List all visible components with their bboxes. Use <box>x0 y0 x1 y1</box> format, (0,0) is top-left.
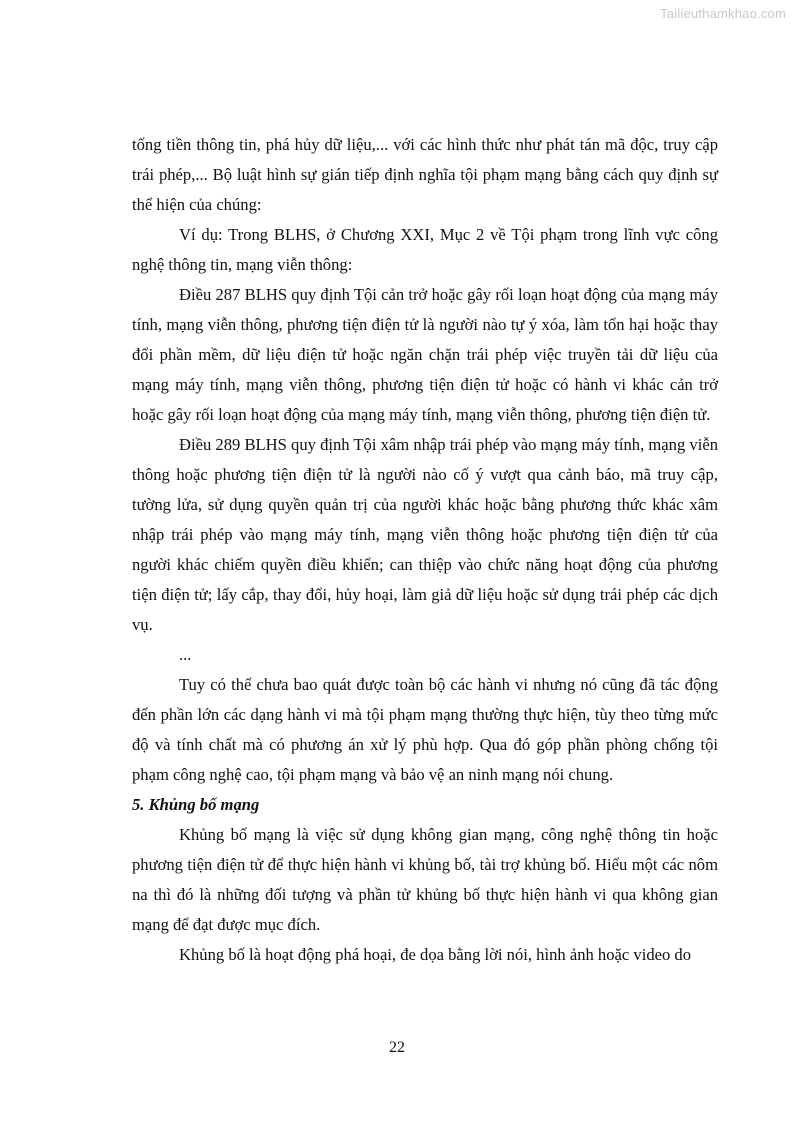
watermark: Tailieuthamkhao.com <box>660 6 786 21</box>
section-heading: 5. Khủng bố mạng <box>132 795 260 814</box>
paragraph-cyberterrorism-definition: Khủng bố mạng là việc sử dụng không gian mạng, công nghệ thông tin hoặc phương tiện điện tử để thực hiện hành vi khủng bố, tài trợ khủng bố. Hiểu một các nôm na thì đó là những đối tượng và phần tử khủng bố thực hiện hành vi qua không gian mạng để đạt được mục đích. <box>132 825 718 934</box>
ellipsis-line: ... <box>179 645 192 664</box>
page-number: 22 <box>389 1039 405 1056</box>
page-body <box>132 130 718 970</box>
paragraph-terrorism: Khủng bố là hoạt động phá hoại, đe dọa bằng lời nói, hình ảnh hoặc video do <box>179 945 692 964</box>
paragraph-summary: Tuy có thể chưa bao quát được toàn bộ các hành vi nhưng nó cũng đã tác động đến phần lớn các dạng hành vi mà tội phạm mạng thường thực hiện, tùy theo từng mức độ và tính chất mà có phương án xử lý phù hợp. Qua đó góp phần phòng chống tội phạm công nghệ cao, tội phạm mạng và bảo vệ an ninh mạng nói chung. <box>132 675 718 784</box>
paragraph-example: Ví dụ: Trong BLHS, ở Chương XXI, Mục 2 về Tội phạm trong lĩnh vực công nghệ thông tin, mạng viễn thông: <box>132 225 718 274</box>
paragraph-article-287: Điều 287 BLHS quy định Tội cản trở hoặc gây rối loạn hoạt động của mạng máy tính, mạng viễn thông, phương tiện điện tử là người nào tự ý xóa, làm tổn hại hoặc thay đổi phần mềm, dữ liệu điện tử hoặc ngăn chặn trái phép việc truyền tải dữ liệu của mạng máy tính, mạng viễn thông, phương tiện điện tử hoặc có hành vi khác cản trở hoặc gây rối loạn hoạt động của mạng máy tính, mạng viễn thông, phương tiện điện tử. <box>132 285 718 424</box>
paragraph-continuation: tống tiền thông tin, phá hủy dữ liệu,... với các hình thức như phát tán mã độc, truy cập trái phép,... Bộ luật hình sự gián tiếp định nghĩa tội phạm mạng bằng cách quy định sự thể hiện của chúng: <box>132 135 718 214</box>
paragraph-article-289: Điều 289 BLHS quy định Tội xâm nhập trái phép vào mạng máy tính, mạng viễn thông hoặc phương tiện điện tử là người nào cố ý vượt qua cảnh báo, mã truy cập, tường lửa, sử dụng quyền quản trị của người khác hoặc bằng phương thức khác xâm nhập trái phép vào mạng máy tính, mạng viễn thông hoặc phương tiện điện tử của người khác chiếm quyền điều khiển; can thiệp vào chức năng hoạt động của phương tiện điện tử; lấy cắp, thay đổi, hủy hoại, làm giả dữ liệu hoặc sử dụng trái phép các dịch vụ. <box>132 435 718 634</box>
